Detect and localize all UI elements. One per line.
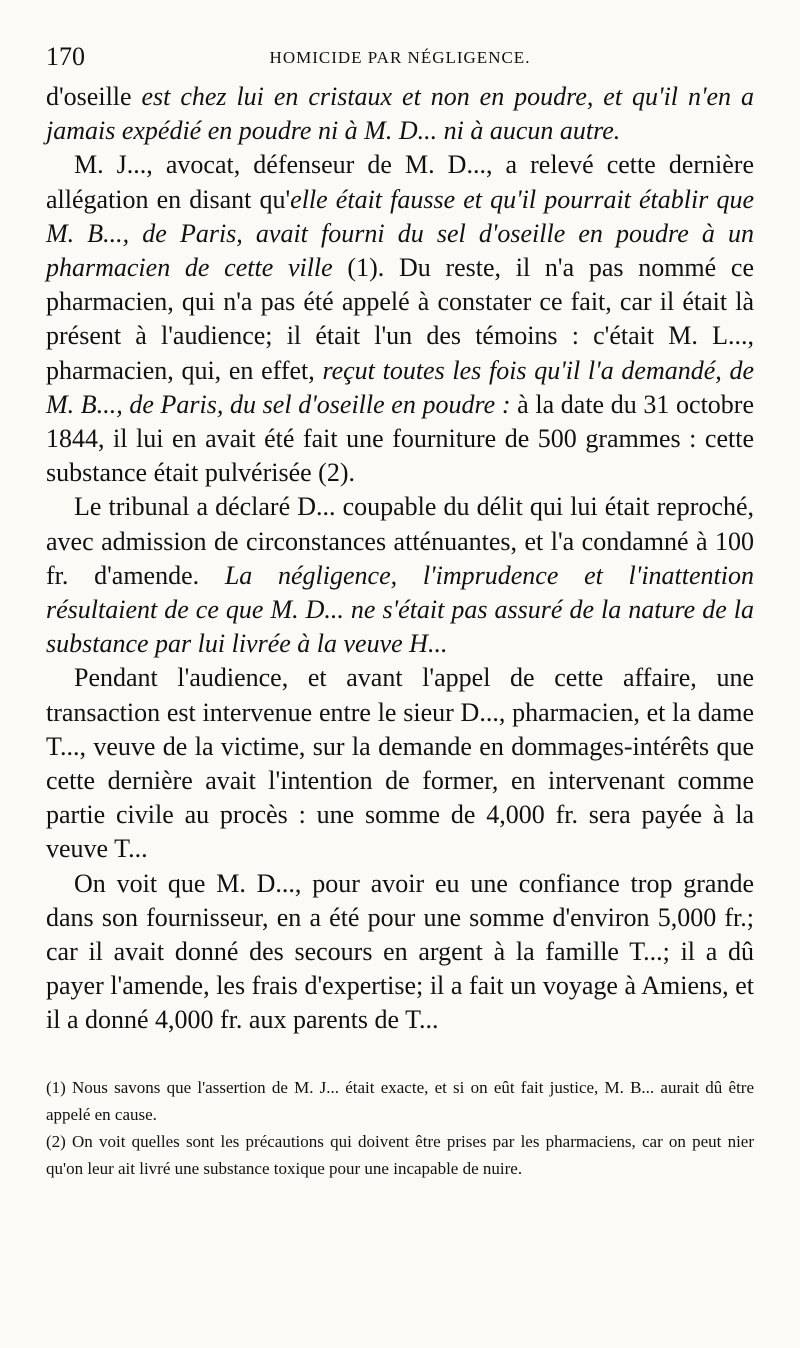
paragraph (46, 490, 754, 661)
footnote: (2) On voit quelles sont les précautions qui doivent être prises par les pharmaciens, car on peut nier qu'on leur ait livré une substance toxique pour une incapable de nuire. (46, 1131, 754, 1178)
text-segment: (1). Du reste, il n'a pas nommé ce pharmacien, qui n'a pas été appelé à constater ce fait, car il était là présent à l'audience; il était l'un des témoins : c'était M. L..., pharmacien, qui, en effet, (46, 253, 754, 385)
paragraph (46, 867, 754, 1038)
italic-text: elle était fausse et qu'il pourrait établir que M. B..., de Paris, avait fourni du sel d'oseille en poudre à un pharmacien de cette ville (46, 184, 754, 283)
text-segment: à la date du 31 octobre 1844, il lui en avait été fait une fourniture de 500 grammes : cette substance était pulvérisée (2). (46, 389, 755, 488)
italic-text: La négligence, l'imprudence et l'inattention résultaient de ce que M. D... ne s'était pas assuré de la nature de la substance par lui livrée à la veuve H... (46, 560, 754, 659)
italic-text: est chez lui en cristaux et non en poudre, et qu'il n'en a jamais expédié en poudre ni à M. D... ni à aucun autre. (46, 82, 754, 146)
text-segment: Pendant l'audience, et avant l'appel de cette affaire, une transaction est intervenue entre le sieur D..., pharmacien, et la dame T..., veuve de la victime, sur la demande en dommages-intérêts que cette dernière avait l'intention de former, en intervenant comme partie civile au procès : une somme de 4,000 fr. sera payée à la veuve T... (46, 663, 754, 864)
footnote: (1) Nous savons que l'assertion de M. J... était exacte, et si on eût fait justice, M. B... aurait dû être appelé en cause. (46, 1077, 754, 1124)
page-number: 170 (46, 42, 85, 71)
footnotes (46, 1074, 754, 1182)
body-text (46, 80, 754, 1038)
paragraph (46, 80, 754, 148)
text-segment: Le tribunal a déclaré D... coupable du délit qui lui était reproché, avec admission de circonstances atténuantes, et l'a condamné à 100 fr. d'amende. (46, 492, 754, 590)
text-segment: d'oseille (46, 82, 142, 111)
text-segment: On voit que M. D..., pour avoir eu une confiance trop grande dans son fournisseur, en a été pour une somme d'environ 5,000 fr.; car il avait donné des secours en argent à la famille T...; il a dû payer l'amende, les frais d'expertise; il a fait un voyage à Amiens, et il a donné 4,000 fr. aux parents de T... (46, 868, 754, 1035)
paragraph (46, 661, 754, 866)
page-header (46, 40, 754, 80)
paragraph (46, 148, 754, 490)
running-head: HOMICIDE PAR NÉGLIGENCE. (269, 48, 531, 67)
text-segment: M. J..., avocat, défenseur de M. D..., a relevé cette dernière allégation en disant qu' (46, 150, 754, 214)
italic-text: reçut toutes les fois qu'il l'a demandé, de M. B..., de Paris, du sel d'oseille en poudre : (46, 355, 754, 419)
